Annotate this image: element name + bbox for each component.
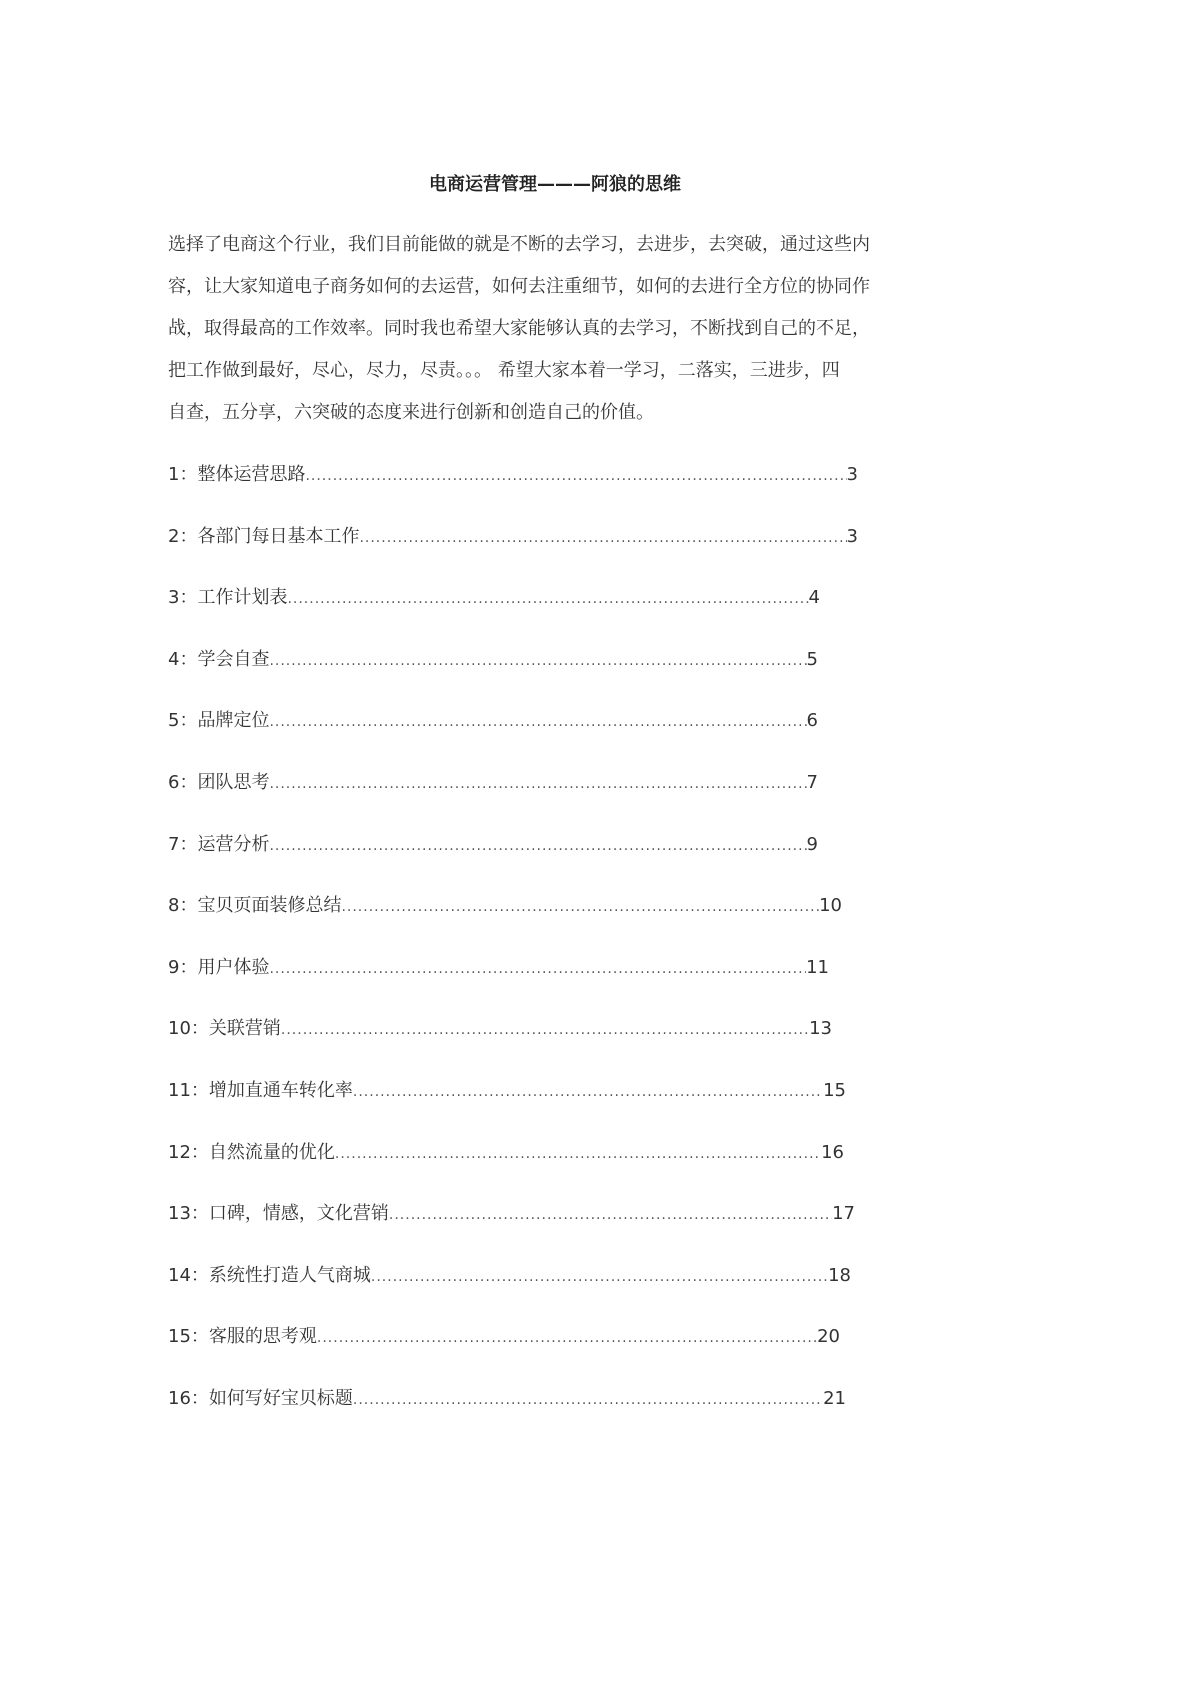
toc-page: 18 xyxy=(828,1264,851,1286)
toc-entry[interactable] xyxy=(168,583,820,645)
toc-label: 13：口碑，情感，文化营销 xyxy=(168,1203,389,1225)
document-title: 电商运营管理———阿狼的思维 xyxy=(429,174,681,195)
dot-leader xyxy=(353,1084,823,1100)
toc-page: 21 xyxy=(823,1387,846,1409)
toc-entry[interactable] xyxy=(168,891,842,953)
table-of-contents xyxy=(168,460,858,1446)
toc-page: 13 xyxy=(809,1018,832,1040)
toc-entry[interactable] xyxy=(168,645,818,707)
toc-entry[interactable] xyxy=(168,830,818,892)
toc-label: 15：客服的思考观 xyxy=(168,1326,317,1348)
intro-line: 容，让大家知道电子商务如何的去运营，如何去注重细节，如何的去进行全方位的协同作 xyxy=(168,276,870,297)
dot-leader xyxy=(269,714,806,730)
toc-entry[interactable] xyxy=(168,1384,846,1446)
dot-leader xyxy=(317,1330,817,1346)
toc-entry[interactable] xyxy=(168,953,829,1015)
dot-leader xyxy=(269,776,806,792)
dot-leader xyxy=(335,1146,821,1162)
toc-label: 4：学会自查 xyxy=(168,648,270,670)
dot-leader xyxy=(269,838,806,854)
dot-leader xyxy=(359,530,846,546)
toc-label: 3：工作计划表 xyxy=(168,587,288,609)
toc-entry[interactable] xyxy=(168,1014,832,1076)
toc-entry[interactable] xyxy=(168,1322,840,1384)
intro-line: 把工作做到最好，尽心，尽力，尽责。。。 希望大家本着一学习，二落实，三进步，四 xyxy=(168,360,840,381)
toc-label: 7：运营分析 xyxy=(168,833,270,855)
dot-leader xyxy=(353,1392,823,1408)
dot-leader xyxy=(287,591,808,607)
toc-entry[interactable] xyxy=(168,1076,846,1138)
dot-leader xyxy=(389,1207,832,1223)
intro-line: 选择了电商这个行业，我们目前能做的就是不断的去学习，去进步，去突破，通过这些内 xyxy=(168,234,870,255)
toc-entry[interactable] xyxy=(168,768,818,830)
toc-page: 16 xyxy=(821,1141,844,1163)
toc-entry[interactable] xyxy=(168,1261,851,1323)
toc-entry[interactable] xyxy=(168,1199,855,1261)
toc-page: 6 xyxy=(806,710,818,732)
dot-leader xyxy=(269,961,806,977)
dot-leader xyxy=(341,899,819,915)
toc-label: 9：用户体验 xyxy=(168,956,270,978)
dot-leader xyxy=(269,653,806,669)
toc-entry[interactable] xyxy=(168,460,858,522)
toc-page: 4 xyxy=(808,587,820,609)
toc-label: 11：增加直通车转化率 xyxy=(168,1079,353,1101)
toc-page: 20 xyxy=(817,1326,840,1348)
toc-page: 3 xyxy=(846,525,858,547)
intro-line: 自查，五分享，六突破的态度来进行创新和创造自己的价值。 xyxy=(168,402,654,423)
toc-label: 1：整体运营思路 xyxy=(168,464,306,485)
toc-label: 6：团队思考 xyxy=(168,771,270,793)
toc-entry[interactable] xyxy=(168,522,858,584)
toc-entry[interactable] xyxy=(168,1138,844,1200)
toc-page: 3 xyxy=(846,464,858,485)
toc-label: 14：系统性打造人气商城 xyxy=(168,1264,371,1286)
toc-page: 15 xyxy=(823,1079,846,1101)
intro-paragraph xyxy=(168,224,870,434)
toc-label: 16：如何写好宝贝标题 xyxy=(168,1387,353,1409)
toc-label: 5：品牌定位 xyxy=(168,710,270,732)
toc-label: 2：各部门每日基本工作 xyxy=(168,525,360,547)
toc-label: 10：关联营销 xyxy=(168,1018,281,1040)
toc-page: 11 xyxy=(806,956,829,978)
toc-page: 17 xyxy=(832,1203,855,1225)
toc-page: 7 xyxy=(806,771,818,793)
toc-page: 5 xyxy=(806,648,818,670)
toc-entry[interactable] xyxy=(168,706,818,768)
toc-page: 9 xyxy=(806,833,818,855)
toc-page: 10 xyxy=(819,895,842,917)
toc-label: 8：宝贝页面装修总结 xyxy=(168,895,342,917)
toc-label: 12：自然流量的优化 xyxy=(168,1141,335,1163)
dot-leader xyxy=(305,468,846,484)
intro-line: 战，取得最高的工作效率。同时我也希望大家能够认真的去学习，不断找到自己的不足， xyxy=(168,318,870,339)
dot-leader xyxy=(371,1269,828,1285)
dot-leader xyxy=(281,1022,809,1038)
